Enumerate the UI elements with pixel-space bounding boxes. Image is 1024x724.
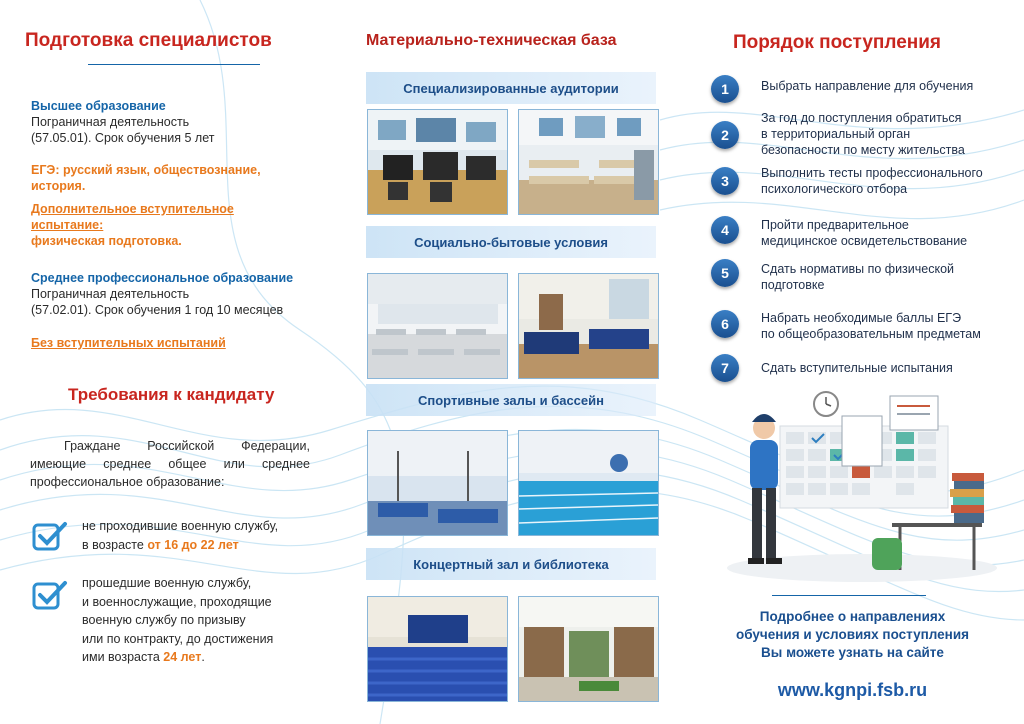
step-number: 7	[711, 354, 739, 382]
higher-education-line: Пограничная деятельность	[31, 115, 190, 129]
criterion-line	[82, 648, 273, 667]
step-number: 5	[711, 259, 739, 287]
step-number: 6	[711, 310, 739, 338]
higher-education-title: Высшее образование	[31, 99, 166, 113]
dormitory-photo	[518, 273, 659, 379]
step-number: 4	[711, 216, 739, 244]
step-number: 3	[711, 167, 739, 195]
cta-line: Подробнее о направлениях	[759, 609, 946, 624]
requirements-intro	[30, 437, 310, 491]
step-5-text	[761, 261, 1001, 293]
step-7-text	[761, 360, 1001, 376]
criterion-line: не проходившие военную службу,	[82, 519, 279, 533]
classroom-desks-photo	[518, 109, 659, 215]
requirements-title: Требования к кандидату	[68, 385, 275, 404]
extra-exam-line: испытание:	[31, 218, 104, 232]
library-photo	[518, 596, 659, 702]
step-line: по общеобразовательным предметам	[761, 327, 981, 341]
extra-exam-line: физическая подготовка.	[31, 234, 182, 248]
criterion-text: в возрасте	[82, 538, 148, 552]
specialists-title: Подготовка специалистов	[25, 30, 272, 51]
facilities-title: Материально-техническая база	[366, 32, 617, 49]
criterion-line	[82, 536, 278, 555]
criterion-line: и военнослужащие, проходящие	[82, 594, 272, 609]
step-line: Пройти предварительное	[761, 218, 909, 232]
swimming-pool-photo	[518, 430, 659, 536]
step-3-text	[761, 165, 1001, 197]
cta-divider	[772, 595, 926, 596]
backpack-icon	[872, 538, 902, 570]
dining-hall-photo	[367, 273, 508, 379]
step-line: За год до поступления обратиться	[761, 111, 962, 125]
band-classrooms: Специализированные аудитории	[366, 72, 656, 104]
criterion-line: военную службу по призыву	[82, 613, 246, 627]
step-6-text	[761, 310, 1001, 342]
no-exams-note: Без вступительных испытаний	[31, 336, 226, 350]
extra-exam-block	[31, 201, 331, 249]
spo-title: Среднее профессиональное образование	[31, 271, 294, 285]
ege-block	[31, 162, 331, 194]
higher-education-line: (57.05.01). Срок обучения 5 лет	[31, 131, 215, 145]
concert-hall-photo	[367, 596, 508, 702]
cta-line: обучения и условиях поступления	[735, 627, 970, 642]
ege-line: история.	[31, 179, 86, 193]
criterion-text: ими возраста	[82, 650, 164, 664]
step-line: подготовке	[761, 278, 825, 292]
spo-line: Пограничная деятельность	[31, 287, 190, 301]
ege-line: ЕГЭ: русский язык, обществознание,	[31, 163, 261, 177]
criterion-2	[82, 574, 273, 667]
step-line: Сдать вступительные испытания	[761, 361, 953, 375]
step-4-text	[761, 217, 1001, 249]
admission-title: Порядок поступления	[733, 32, 942, 53]
step-line: Выбрать направление для обучения	[761, 79, 974, 93]
checklist-icon	[842, 416, 882, 466]
title-divider	[88, 64, 260, 65]
books-icon	[950, 473, 984, 523]
cta-line: Вы можете узнать на сайте	[761, 645, 944, 660]
requirements-line: Граждане Российской Федерации,	[64, 439, 310, 453]
step-line: Выполнить тесты профессионального	[761, 166, 983, 180]
higher-education-block	[31, 98, 331, 146]
band-concert-library: Концертный зал и библиотека	[366, 548, 656, 580]
requirements-line: профессиональное образование:	[30, 475, 225, 489]
checkbox-icon	[32, 580, 68, 612]
step-number: 1	[711, 75, 739, 103]
student-calendar-illustration	[722, 388, 997, 583]
criterion-line: или по контракту, до достижения	[82, 631, 274, 646]
website-link[interactable]: www.kgnpi.fsb.ru	[777, 680, 928, 700]
step-line: психологического отбора	[761, 182, 908, 196]
step-1-text	[761, 78, 1001, 94]
step-line: в территориальный орган	[761, 127, 911, 141]
band-living-conditions: Социально-бытовые условия	[366, 226, 656, 258]
step-line: безопасности по месту жительства	[761, 143, 965, 157]
student-figure	[748, 414, 782, 564]
extra-exam-line: Дополнительное вступительное	[31, 202, 234, 216]
requirements-line: имеющие среднее общее или среднее	[30, 457, 310, 471]
classroom-simulator-photo	[367, 109, 508, 215]
gym-photo	[367, 430, 508, 536]
step-line: Сдать нормативы по физической	[761, 262, 955, 276]
more-info-text	[705, 608, 1000, 662]
step-line: Набрать необходимые баллы ЕГЭ	[761, 311, 962, 325]
criterion-1	[82, 517, 278, 555]
spo-line: (57.02.01). Срок обучения 1 год 10 месяцев	[31, 303, 284, 317]
criterion-line: прошедшие военную службу,	[82, 576, 252, 590]
checkbox-icon	[32, 521, 68, 553]
step-number: 2	[711, 121, 739, 149]
step-line: медицинское освидетельствование	[761, 234, 968, 248]
band-sports: Спортивные залы и бассейн	[366, 384, 656, 416]
age-limit: 24 лет	[163, 650, 202, 664]
step-2-text	[761, 110, 1001, 158]
criterion-text: .	[201, 650, 205, 664]
age-range: от 16 до 22 лет	[147, 538, 239, 552]
spo-block	[31, 270, 341, 318]
